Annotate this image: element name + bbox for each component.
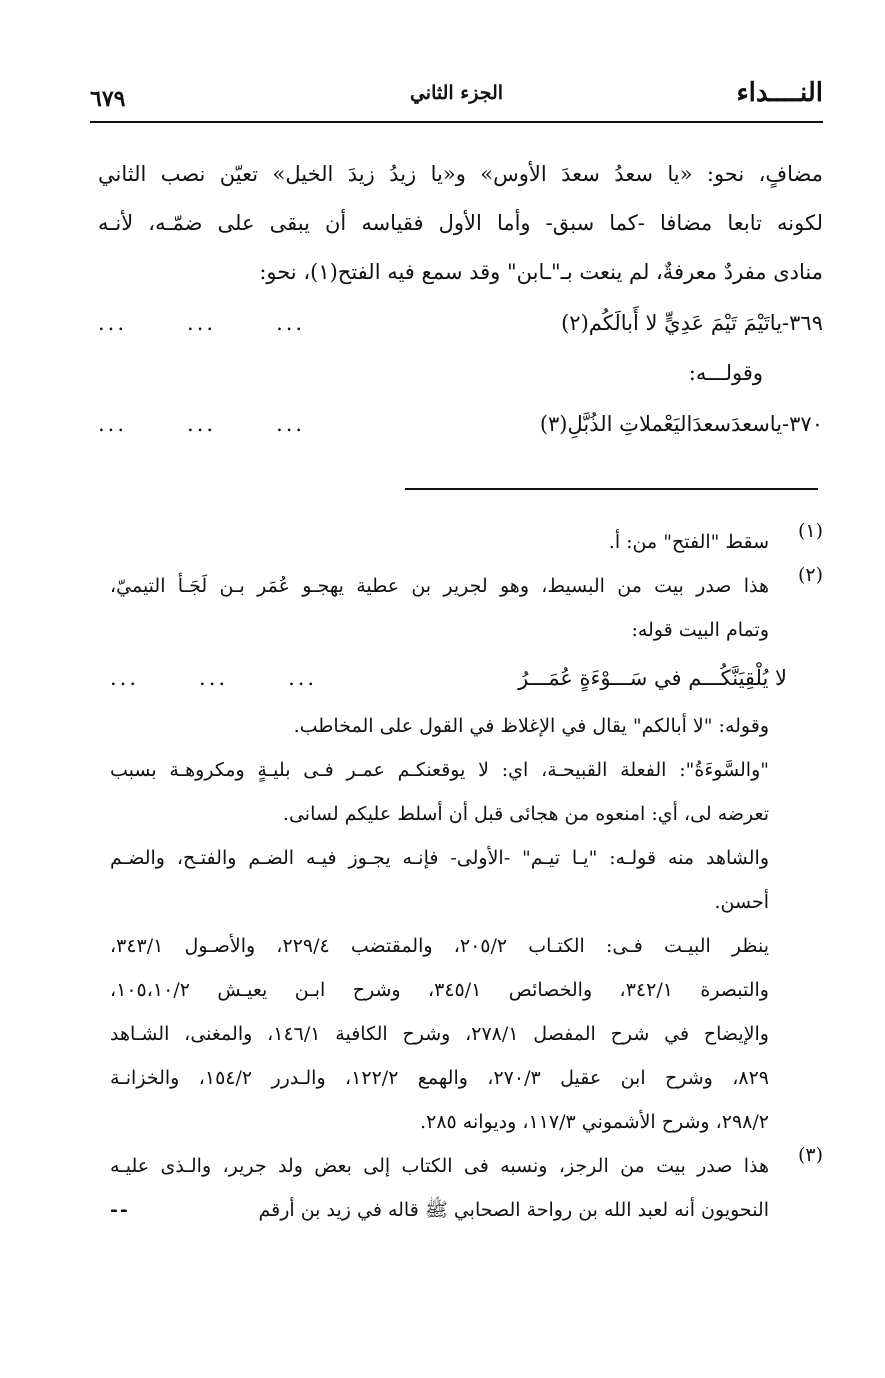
footnotes	[110, 520, 823, 1232]
footnote-separator	[405, 488, 818, 490]
ellipsis: ...	[276, 412, 306, 436]
footnote-number: (٣)	[797, 1144, 823, 1166]
verse-370-ellipsis	[98, 398, 305, 450]
ellipsis: ...	[199, 666, 229, 690]
footnote-line: سقط "الفتح" من: أ.	[608, 531, 769, 553]
footnote-line: ٢٩٨/٢، وشرح الأشموني ١١٧/٣، وديوانه ٢٨٥.	[420, 1111, 769, 1133]
footnote-line: هذا صدر بيت من البسيط، وهو لجرير بن عطية يهجـو عُمَر بـن لَجَـأ التيميّ،	[110, 575, 769, 597]
footnote-line: ينظر البيـت فـى: الكتـاب ٢٠٥/٢، والمقتضب ٢٢٩/٤، والأصـول ٣٤٣/١،	[110, 935, 769, 957]
footnote-1	[110, 520, 823, 564]
footnote-line: والإيضاح في شرح المفصل ٢٧٨/١، وشرح الكافية ١٤٦/١، والمغنى، الشـاهد	[110, 1023, 769, 1045]
ellipsis: ...	[110, 666, 140, 690]
continuation-mark: --	[110, 1199, 130, 1221]
footnote-line: تعرضه لى، أي: امنعوه من هجائى قبل أن أسلط عليكم لسانى.	[282, 803, 769, 825]
page-number: ٦٧٩	[90, 86, 126, 112]
running-header	[90, 78, 823, 118]
footnote-number: (١)	[797, 520, 823, 542]
main-text	[98, 150, 823, 450]
chapter-title: النــــداء	[736, 78, 823, 108]
footnote-number: (٢)	[797, 564, 823, 586]
ellipsis: ...	[98, 412, 128, 436]
footnote-verse-text: لا يُلْقِيَنَّكُـــم في سَـــوْءَةٍ عُمَـــرُ	[518, 666, 787, 690]
ellipsis: ...	[187, 412, 217, 436]
header-rule	[90, 121, 823, 123]
footnote-verse	[110, 652, 787, 704]
footnote-3	[110, 1144, 823, 1232]
footnote-line: وتمام البيت قوله:	[631, 619, 769, 641]
footnote-line: ٨٢٩، وشرح ابن عقيل ٢٧٠/٣، والهمع ١٢٢/٢، والـدرر ١٥٤/٢، والخزانـة	[110, 1067, 769, 1089]
footnote-line-last	[110, 1188, 769, 1232]
footnote-2-body	[110, 704, 823, 1144]
ellipsis: ...	[288, 666, 318, 690]
text-line: لكونه تابعا مضافا -كما سبق- وأما الأول فقياسه أن يبقى على ضمّـه، لأنـه	[98, 211, 823, 235]
transition-text: وقولـــه:	[688, 361, 763, 385]
verse-370	[98, 398, 823, 450]
footnote-line: "والسَّوءَةُ": الفعلة القبيحـة، اي: لا يوقعنكـم عمـر فـى بليـةٍ ومكروهـة بسبب	[110, 759, 769, 781]
footnote-line: والتبصرة ٣٤٢/١، والخصائص ٣٤٥/١، وشرح ابـن يعيـش ١٠٥،١٠/٢،	[110, 979, 769, 1001]
ellipsis: ...	[187, 311, 217, 335]
verse-370-text: ٣٧٠-ياسعدَسعدَاليَعْملاتِ الذُبَّلِ(٣)	[539, 412, 823, 436]
ellipsis: ...	[276, 311, 306, 335]
part-label: الجزء الثاني	[409, 82, 504, 104]
verse-369-text: ٣٦٩-ياتَيْمَ تَيْمَ عَدِيٍّ لا أَبالَكُم(٢)	[561, 311, 823, 335]
text-line: مضافٍ، نحو: «يا سعدُ سعدَ الأوس» و«يا زيدُ زيدَ الخيل» تعيّن نصب الثاني	[98, 162, 823, 186]
ellipsis: ...	[98, 311, 128, 335]
footnote-line: النحويون أنه لعبد الله بن رواحة الصحابي ﷺ قاله في زيد بن أرقم	[258, 1199, 769, 1221]
verse-369-ellipsis	[98, 297, 305, 349]
footnote-line: وقوله: "لا أبالكم" يقال في الإغلاظ في القول على المخاطب.	[293, 715, 769, 737]
verse-369	[98, 297, 823, 349]
footnote-2	[110, 564, 823, 652]
footnote-line: والشاهد منه قولـه: "يـا تيـم" -الأولى- فإنـه يجـوز فيـه الضـم والفتـح، والضـم	[110, 847, 769, 869]
footnote-line: هذا صدر بيت من الرجز، ونسبه فى الكتاب إلى بعض ولد جرير، والـذى عليـه	[110, 1155, 769, 1177]
footnote-verse-ellipsis	[110, 652, 317, 704]
footnote-line: أحسن.	[714, 891, 769, 913]
text-line: منادى مفردٌ معرفةٌ، لم ينعت بـ"ـابن" وقد سمع فيه الفتح(١)، نحو:	[259, 260, 823, 284]
